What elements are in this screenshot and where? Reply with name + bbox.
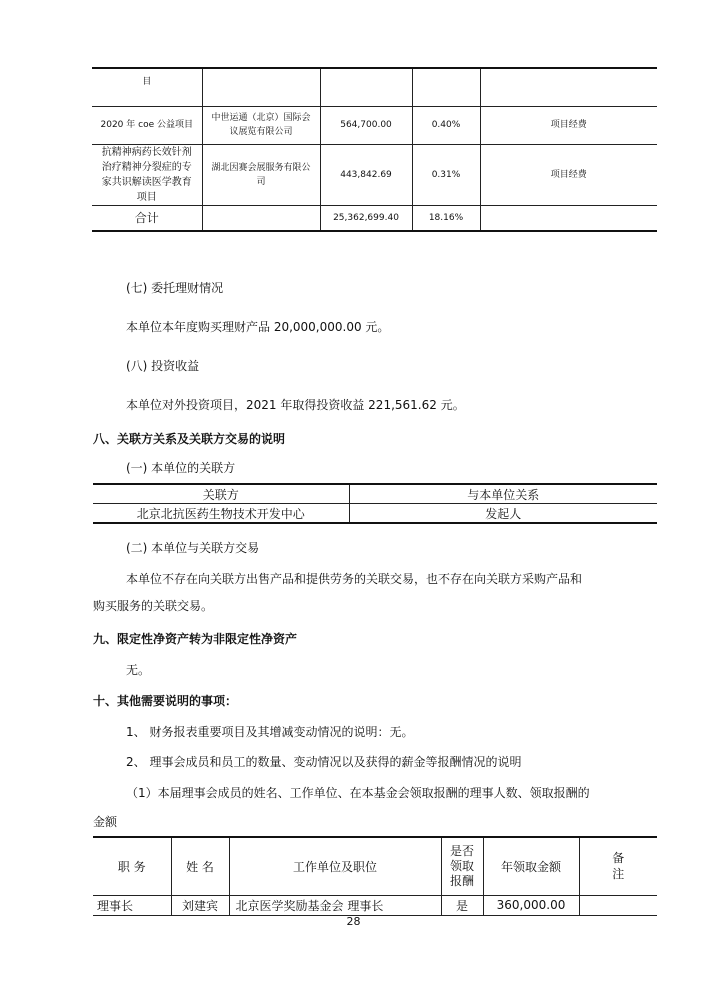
- part-10-item3-line1: （1）本届理事会成员的姓名、工作单位、在本基金会领取报酬的理事人数、领取报酬的: [126, 786, 590, 800]
- project-name-cell: 2020 年 coe 公益项目: [92, 106, 202, 144]
- member-amount: 360,000.00: [483, 895, 579, 915]
- amount-cell: 443,842.69: [320, 144, 412, 205]
- total-note-cell: [480, 205, 657, 231]
- relationship-value: 发起人: [349, 504, 657, 524]
- ratio-cell: 0.40%: [412, 106, 480, 144]
- ratio-cell: 0.31%: [412, 144, 480, 205]
- table-row: [92, 106, 657, 144]
- part-8-title: 八、关联方关系及关联方交易的说明: [93, 432, 286, 446]
- header-note-line2: 注: [612, 867, 625, 882]
- total-ratio: 18.16%: [412, 205, 480, 231]
- related-party-name: 北京北抗医药生物技术开发中心: [93, 504, 349, 524]
- part-8-text-line1: 本单位不存在向关联方出售产品和提供劳务的关联交易，也不存在向关联方采购产品和: [126, 572, 583, 586]
- table-header-row: [93, 484, 657, 504]
- member-unit: 北京医学奖励基金会 理事长: [229, 895, 441, 915]
- total-unit-cell: [202, 205, 320, 231]
- section-8-text: 本单位对外投资项目，2021 年取得投资收益 221,561.62 元。: [126, 398, 465, 412]
- part-8-sub2: (二) 本单位与关联方交易: [126, 541, 260, 555]
- header-note: [579, 837, 657, 895]
- header-related-party: 关联方: [93, 484, 349, 504]
- member-position: 理事长: [93, 895, 171, 915]
- member-paid: 是: [441, 895, 483, 915]
- table-header-row: [93, 837, 657, 895]
- note-cell: [480, 68, 657, 106]
- header-paid-line1: 是否: [449, 843, 474, 858]
- member-name: 刘建宾: [171, 895, 229, 915]
- header-paid-line2: 领取: [449, 858, 474, 873]
- part-10-item1: 1、 财务报表重要项目及其增减变动情况的说明：无。: [126, 725, 414, 739]
- part-10-item3-line2: 金额: [93, 815, 118, 829]
- unit-cell: 中世运通（北京）国际会议展览有限公司: [202, 106, 320, 144]
- section-7-text: 本单位本年度购买理财产品 20,000,000.00 元。: [126, 320, 390, 334]
- header-paid: [441, 837, 483, 895]
- amount-cell: 564,700.00: [320, 106, 412, 144]
- section-8-heading: (八) 投资收益: [126, 359, 200, 373]
- amount-cell: [320, 68, 412, 106]
- table-row: [92, 144, 657, 205]
- header-relationship: 与本单位关系: [349, 484, 657, 504]
- part-9-text: 无。: [126, 663, 151, 677]
- header-position: 职 务: [93, 837, 171, 895]
- ratio-cell: [412, 68, 480, 106]
- header-amount: 年领取金额: [483, 837, 579, 895]
- total-label: 合计: [92, 205, 202, 231]
- total-row: [92, 205, 657, 231]
- note-cell: 项目经费: [480, 144, 657, 205]
- total-amount: 25,362,699.40: [320, 205, 412, 231]
- header-paid-line3: 报酬: [449, 873, 474, 888]
- board-members-table: [93, 836, 657, 916]
- part-8-text-line2: 购买服务的关联交易。: [93, 599, 214, 613]
- unit-cell: 湖北因赛会展服务有限公司: [202, 144, 320, 205]
- project-expense-table: [92, 67, 657, 232]
- table-row: [92, 68, 657, 106]
- related-party-table: [93, 483, 657, 524]
- header-note-line1: 备: [612, 851, 625, 866]
- unit-cell: [202, 68, 320, 106]
- part-9-title: 九、限定性净资产转为非限定性净资产: [93, 632, 298, 646]
- project-name-cell: 目: [92, 68, 202, 106]
- page-number: 28: [346, 915, 361, 928]
- member-note: [579, 895, 657, 915]
- part-10-title: 十、其他需要说明的事项：: [93, 694, 238, 708]
- table-row: [93, 504, 657, 524]
- header-unit: 工作单位及职位: [229, 837, 441, 895]
- table-row: [93, 895, 657, 915]
- part-8-sub1: (一) 本单位的关联方: [126, 461, 236, 475]
- header-name: 姓 名: [171, 837, 229, 895]
- note-cell: 项目经费: [480, 106, 657, 144]
- project-name-cell: 抗精神病药长效针剂治疗精神分裂症的专家共识解读医学教育项目: [92, 144, 202, 205]
- section-7-heading: (七) 委托理财情况: [126, 281, 224, 295]
- part-10-item2: 2、 理事会成员和员工的数量、变动情况以及获得的薪金等报酬情况的说明: [126, 755, 522, 769]
